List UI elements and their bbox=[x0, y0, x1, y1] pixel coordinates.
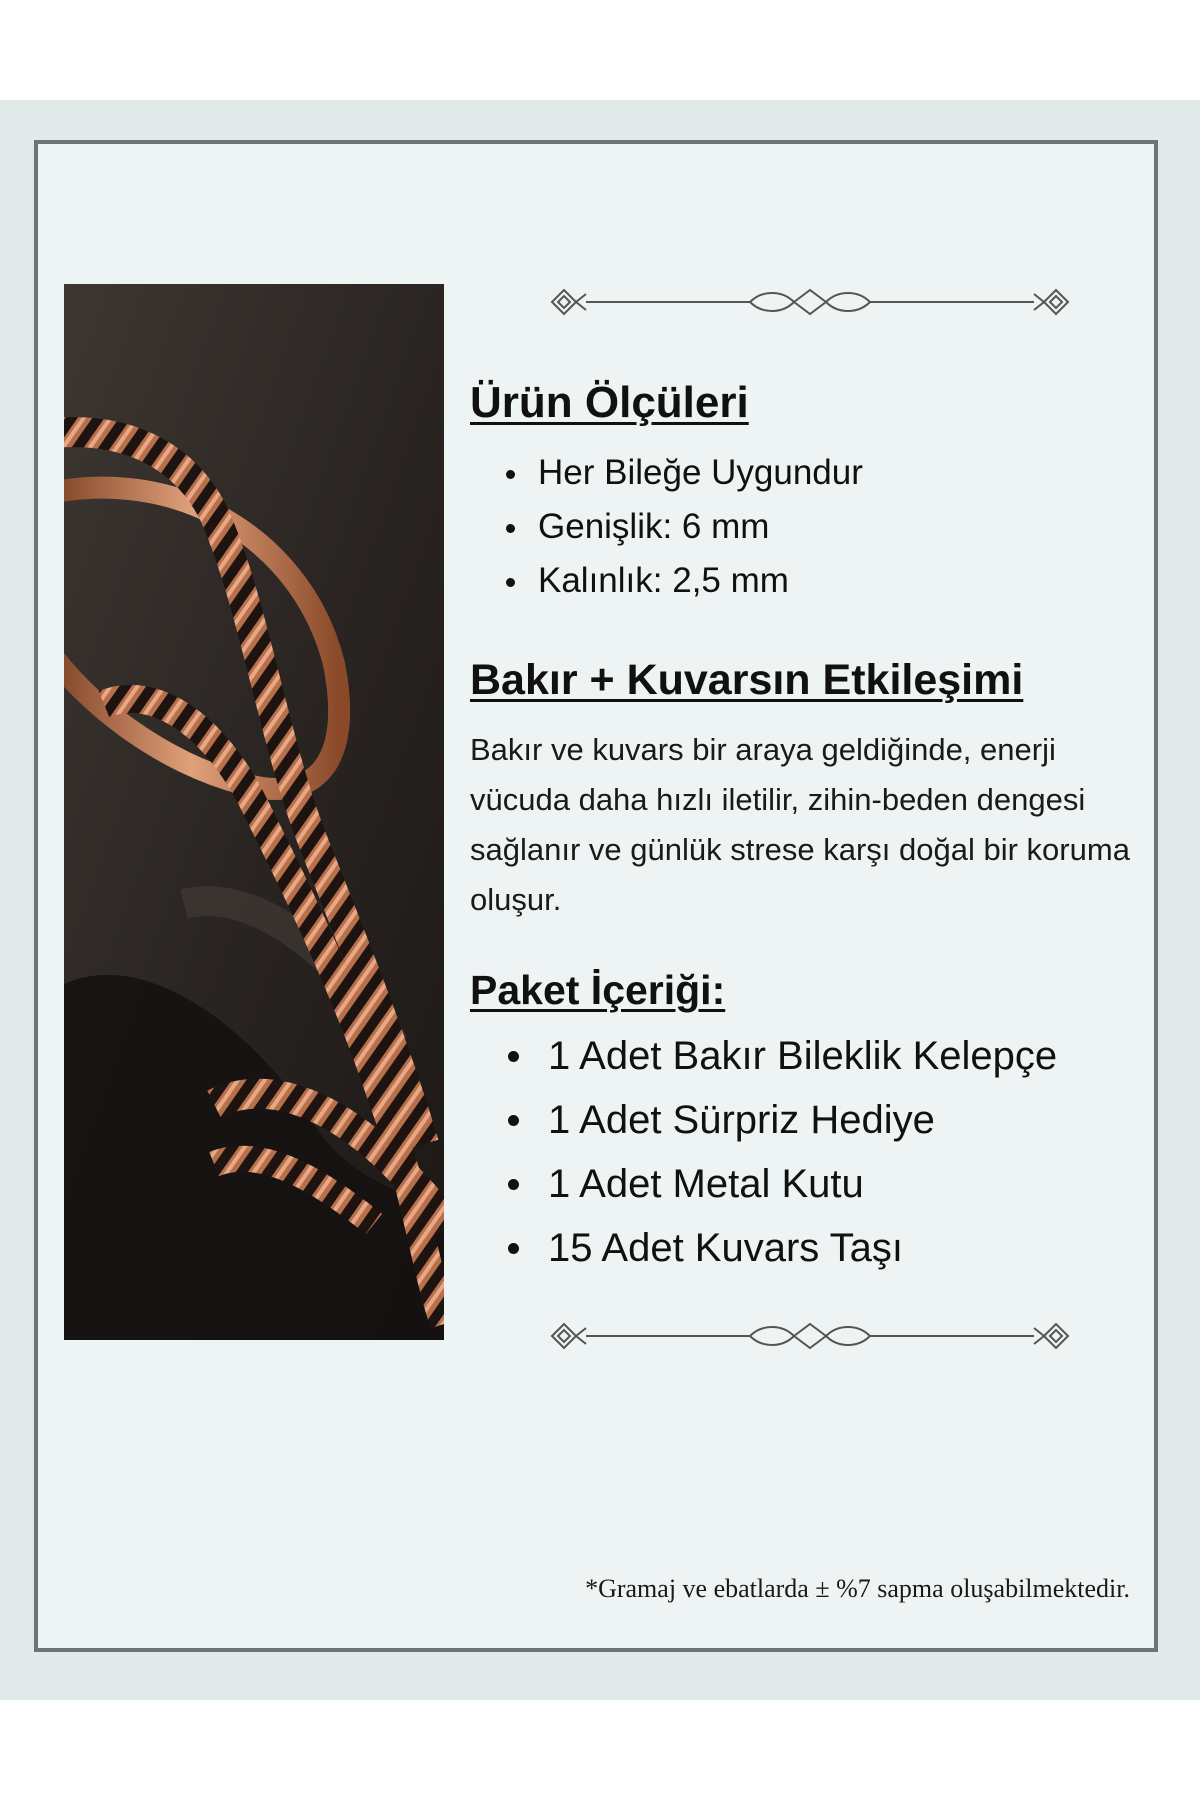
package-item: 1 Adet Bakır Bileklik Kelepçe bbox=[470, 1024, 1150, 1088]
package-heading: Paket İçeriği: bbox=[470, 967, 726, 1013]
dimension-item: Kalınlık: 2,5 mm bbox=[470, 554, 1150, 608]
package-list bbox=[470, 1024, 1150, 1280]
ornamental-divider-top bbox=[550, 280, 1070, 324]
dimensions-list bbox=[470, 446, 1150, 608]
package-item: 1 Adet Metal Kutu bbox=[470, 1152, 1150, 1216]
package-item: 1 Adet Sürpriz Hediye bbox=[470, 1088, 1150, 1152]
ornamental-divider-bottom bbox=[550, 1314, 1070, 1358]
content-column bbox=[470, 280, 1150, 1358]
package-item: 15 Adet Kuvars Taşı bbox=[470, 1216, 1150, 1280]
dimensions-heading: Ürün Ölçüleri bbox=[470, 378, 749, 427]
interaction-heading: Bakır + Kuvarsın Etkileşimi bbox=[470, 656, 1024, 704]
copper-bracelet-image bbox=[64, 284, 444, 1340]
weight-tolerance-note: *Gramaj ve ebatlarda ± %7 sapma oluşabilmektedir. bbox=[585, 1574, 1130, 1603]
dimension-item: Her Bileğe Uygundur bbox=[470, 446, 1150, 500]
interaction-text: Bakır ve kuvars bir araya geldiğinde, enerji vücuda daha hızlı iletilir, zihin-beden dengesi sağlanır ve günlük strese karşı doğal bir koruma oluşur. bbox=[470, 732, 1130, 917]
dimension-item: Genişlik: 6 mm bbox=[470, 500, 1150, 554]
product-image bbox=[64, 284, 444, 1340]
